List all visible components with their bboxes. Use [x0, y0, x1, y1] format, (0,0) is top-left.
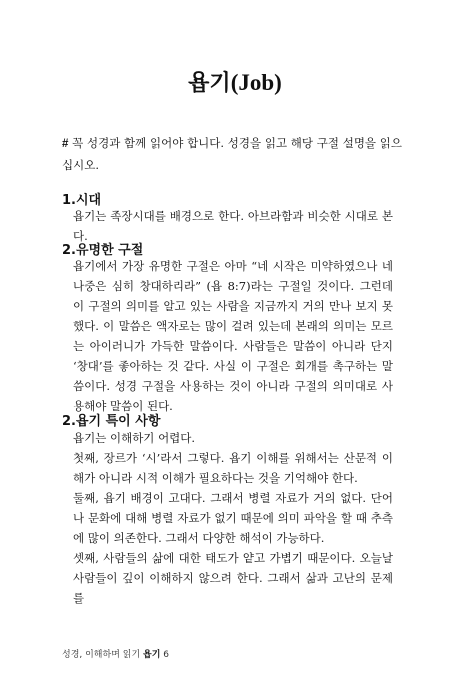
paragraph: 셋째, 사람들의 삶에 대한 태도가 얕고 가볍기 때문이다. 오늘날 사람들이 깊이 이해하지 않으려 한다. 그래서 삶과 고난의 문제를 [73, 551, 393, 605]
note-hash: # [62, 138, 69, 150]
paragraph: 욥기에서 가장 유명한 구절은 아마 “네 시작은 미약하였으나 네 나중은 심히 창대하리라” (욥 8:7)라는 구절일 것이다. 그런데 이 구절의 의미를 알고 있는 사람을 지금까지 거의 만나 보지 못했다. 이 말씀은 액자로는 많이 걸려 있는데 본래의 의미는 모르는 아이러니가 가득한 말씀이다. 사람들은 말씀이 아니라 단지 ‘창대’를 좋아하는 것 같다. 사실 이 구절은 회개를 촉구하는 말씀이다. 성경 구절을 사용하는 것이 아니라 구절의 의미대로 사용해야 말씀이 된다. [73, 259, 393, 413]
title-latin: (Job) [230, 70, 282, 95]
section-heading-era: 1.시대 [62, 193, 102, 208]
footer-page-number: 6 [163, 650, 170, 660]
section-heading-specifics: 2.욥기 특이 사항 [62, 414, 161, 429]
footer-series: 성경, 이해하며 읽기 [62, 650, 141, 660]
section-body-famous-verse [73, 256, 393, 416]
paragraph: 첫째, 장르가 ‘시’라서 그렇다. 욥기 이해를 위해서는 산문적 이해가 아니라 시적 이해가 필요하다는 것을 기억해야 한다. [73, 451, 393, 485]
section-heading-famous-verse: 2.유명한 구절 [62, 243, 144, 258]
note-text: 꼭 성경과 함께 읽어야 합니다. 성경을 읽고 해당 구절 설명을 읽으십시오. [62, 136, 402, 172]
page-footer [62, 647, 169, 660]
paragraph: 욥기는 이해하기 어렵다. [73, 431, 196, 445]
paragraph: 둘째, 욥기 배경이 고대다. 그래서 병렬 자료가 거의 없다. 단어나 문화에 대해 병렬 자료가 없기 때문에 의미 파악을 할 때 추측에 많이 의존한다. 그래서 다양한 해석이 가능하다. [73, 491, 393, 545]
footer-book: 욥기 [143, 650, 161, 660]
page-title [0, 66, 470, 97]
section-body-specifics [73, 428, 393, 608]
paragraph: 욥기는 족장시대를 배경으로 한다. 아브라함과 비슷한 시대로 본다. [73, 209, 393, 243]
title-main: 욥기 [188, 71, 231, 96]
reading-note [62, 133, 402, 176]
